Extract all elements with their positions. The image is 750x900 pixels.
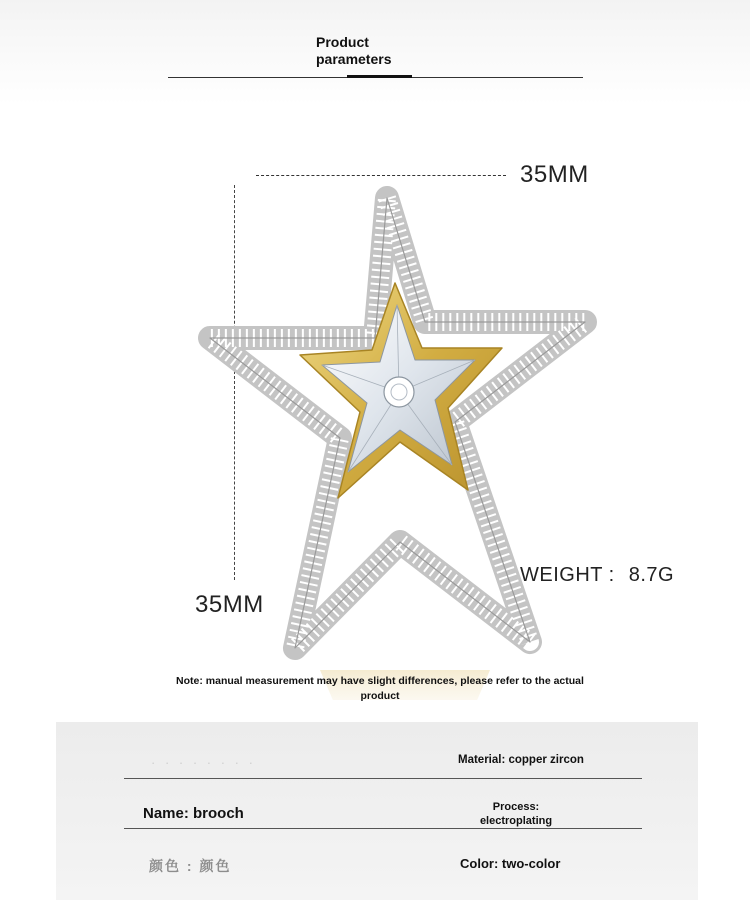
faded-parameter-text: · · · · · · · · (151, 755, 256, 770)
process-label (446, 800, 586, 828)
product-stage (0, 110, 750, 670)
header-divider-accent (347, 75, 412, 78)
width-dimension-label: 35MM (520, 161, 589, 188)
center-gem (384, 377, 414, 407)
parameters-row-divider (124, 778, 642, 779)
material-label: Material: copper zircon (458, 754, 584, 766)
star-brooch-image (190, 180, 610, 700)
process-label-line2: electroplating (479, 815, 553, 827)
height-dimension-label: 35MM (195, 591, 264, 618)
parameters-panel (56, 722, 698, 900)
name-label: Name: brooch (143, 805, 244, 822)
parameters-row-divider (124, 828, 642, 829)
section-title-line2: parameters (316, 51, 392, 67)
process-label-line1: Process: (492, 801, 540, 813)
weight-value: 8.7G (628, 564, 675, 586)
section-title-line1: Product (316, 34, 369, 50)
color-label: Color: two-color (460, 856, 561, 871)
weight-label-text: WEIGHT : (520, 564, 615, 586)
measurement-note: Note: manual measurement may have slight differences, please refer to the actual product (176, 675, 584, 702)
faded-parameter-text: 颜色 : 颜色 (149, 858, 232, 874)
width-dimension-line (256, 175, 506, 176)
section-title (316, 34, 436, 68)
